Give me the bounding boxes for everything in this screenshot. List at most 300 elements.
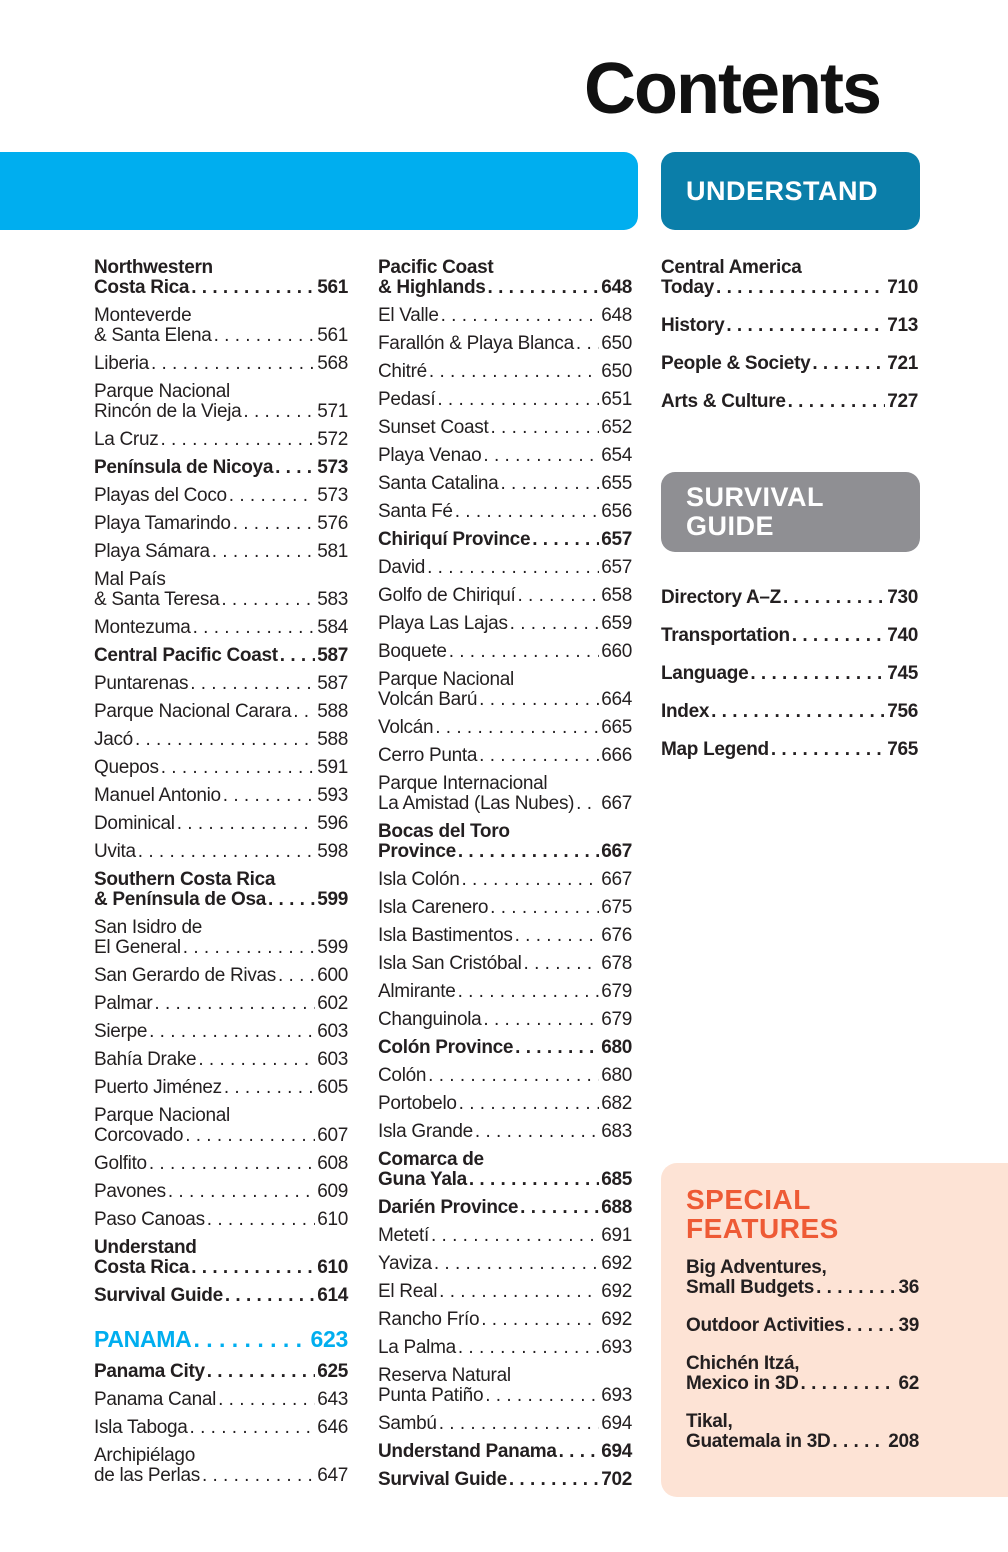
dot-leader [435, 718, 599, 738]
toc-entry-line [378, 1198, 632, 1218]
toc-entry-title: Palmar [94, 993, 153, 1014]
page-number: 599 [317, 889, 348, 910]
dot-leader [429, 362, 599, 382]
toc-entry-line [661, 664, 918, 684]
page-number: 659 [601, 613, 632, 634]
toc-entry[interactable] [94, 570, 348, 610]
toc-entry-line [94, 590, 348, 610]
toc-entry-title: El General [94, 937, 181, 958]
dot-leader [459, 1094, 600, 1114]
dot-leader [183, 938, 315, 958]
toc-entry[interactable] [378, 258, 632, 298]
page-number: 730 [887, 587, 918, 608]
toc-entry[interactable] [94, 918, 348, 958]
page-number: 610 [317, 1257, 348, 1278]
toc-entry[interactable] [661, 354, 918, 374]
toc-entry[interactable] [94, 674, 348, 694]
toc-entry-line [94, 786, 348, 806]
dot-leader [428, 1066, 599, 1086]
toc-entry-line [661, 278, 918, 298]
toc-entry-line [661, 740, 918, 760]
toc-entry-title: Directory A–Z [661, 587, 781, 608]
dot-leader [151, 354, 315, 374]
toc-entry[interactable] [94, 1286, 348, 1306]
toc-entry[interactable] [378, 1338, 632, 1358]
toc-entry-title-line: Understand [94, 1237, 197, 1258]
toc-entry-title: Yaviza [378, 1253, 432, 1274]
toc-entry-title: David [378, 557, 426, 578]
page-number: 680 [601, 1065, 632, 1086]
toc-entry-title-line: Parque Nacional [378, 669, 514, 690]
toc-entry[interactable] [378, 1366, 632, 1406]
toc-entry-title: Central Pacific Coast [94, 645, 278, 666]
toc-entry-title: Survival Guide [378, 1469, 507, 1490]
page-number: 648 [601, 277, 632, 298]
page-number: 607 [317, 1125, 348, 1146]
toc-entry[interactable] [378, 530, 632, 550]
toc-entry[interactable] [378, 1122, 632, 1142]
dot-leader [481, 1310, 599, 1330]
dot-leader [207, 1362, 315, 1382]
toc-entry-title: Golfo de Chiriquí [378, 585, 516, 606]
toc-entry-line [94, 1126, 348, 1146]
toc-entry[interactable] [94, 1106, 348, 1146]
page-number: 745 [887, 663, 918, 684]
page-number: 693 [601, 1337, 632, 1358]
toc-entry[interactable] [378, 898, 632, 918]
dot-leader [275, 458, 315, 478]
toc-entry[interactable] [378, 746, 632, 766]
country-heading-entry[interactable] [94, 1326, 348, 1352]
dot-leader [832, 1432, 886, 1452]
page-number: 591 [317, 757, 348, 778]
page-number: 625 [317, 1361, 348, 1382]
toc-entry-title: Playas del Coco [94, 485, 227, 506]
toc-entry[interactable] [94, 1182, 348, 1202]
toc-entry-line [378, 1226, 632, 1246]
toc-entry[interactable] [94, 1238, 348, 1278]
page-number: 600 [317, 965, 348, 986]
toc-entry-title: El Real [378, 1281, 438, 1302]
toc-entry-title: Changuinola [378, 1009, 482, 1030]
toc-entry-title: & Santa Teresa [94, 589, 220, 610]
toc-entry[interactable] [661, 626, 918, 646]
dot-leader [138, 842, 315, 862]
toc-entry-title: Isla Bastimentos [378, 925, 513, 946]
toc-entry-line [661, 392, 918, 412]
toc-entry[interactable] [661, 740, 918, 760]
toc-entry[interactable] [94, 430, 348, 450]
toc-entry-title-line: Parque Internacional [378, 773, 548, 794]
dot-leader [434, 1254, 599, 1274]
page-number: 676 [601, 925, 632, 946]
dot-leader [202, 1466, 315, 1486]
toc-entry[interactable] [378, 926, 632, 946]
toc-entry-title: Montezuma [94, 617, 191, 638]
page-number: 36 [898, 1277, 919, 1298]
understand-heading-text: UNDERSTAND [686, 175, 878, 206]
toc-entry[interactable] [378, 718, 632, 738]
toc-entry-line [661, 588, 918, 608]
toc-entry-title: Isla San Cristóbal [378, 953, 522, 974]
dot-leader [469, 1170, 599, 1190]
toc-entry[interactable] [378, 1150, 632, 1190]
dot-leader [439, 1282, 599, 1302]
toc-entry-title: Sunset Coast [378, 417, 489, 438]
toc-entry[interactable] [94, 870, 348, 910]
page-number: 573 [317, 485, 348, 506]
toc-entry-line [378, 1010, 632, 1030]
page-number: 680 [601, 1037, 632, 1058]
toc-entry[interactable] [378, 586, 632, 606]
toc-entry[interactable] [94, 486, 348, 506]
toc-entry[interactable] [378, 390, 632, 410]
toc-entry-title: Playa Sámara [94, 541, 210, 562]
toc-entry[interactable] [94, 382, 348, 422]
dot-leader [479, 690, 599, 710]
toc-entry-line [94, 618, 348, 638]
survival-heading-line2: GUIDE [686, 511, 775, 541]
page-number: 679 [601, 981, 632, 1002]
dot-leader [223, 786, 315, 806]
toc-entry[interactable] [94, 994, 348, 1014]
toc-entry[interactable] [94, 758, 348, 778]
dot-leader [160, 430, 315, 450]
toc-entry[interactable] [94, 842, 348, 862]
dot-leader [225, 1286, 315, 1306]
special-features-heading [686, 1185, 839, 1243]
toc-entry[interactable] [94, 646, 348, 666]
page-number: 667 [601, 841, 632, 862]
toc-entry[interactable] [378, 822, 632, 862]
toc-entry-title: Arts & Culture [661, 391, 786, 412]
toc-entry-line [94, 1154, 348, 1174]
dot-leader [847, 1316, 897, 1336]
page-number: 694 [601, 1413, 632, 1434]
toc-entry-title: Santa Fé [378, 501, 453, 522]
toc-entry-line [94, 890, 348, 910]
dot-leader [278, 966, 315, 986]
toc-entry[interactable] [94, 730, 348, 750]
toc-entry-line [378, 474, 632, 494]
toc-entry[interactable] [378, 1226, 632, 1246]
page-number: 584 [317, 617, 348, 638]
toc-entry[interactable] [94, 542, 348, 562]
toc-entry[interactable] [661, 258, 918, 298]
toc-entry-title: Transportation [661, 625, 790, 646]
toc-entry-line [378, 1470, 632, 1490]
toc-entry[interactable] [661, 664, 918, 684]
toc-entry-line [94, 842, 348, 862]
page-number: 657 [601, 529, 632, 550]
page-number: 208 [888, 1431, 919, 1452]
dot-leader [726, 316, 885, 336]
page-number: 568 [317, 353, 348, 374]
toc-entry-line [686, 1278, 919, 1298]
toc-entry[interactable] [661, 392, 918, 412]
toc-entry-line [94, 674, 348, 694]
page-number: 583 [317, 589, 348, 610]
dot-leader [500, 474, 599, 494]
page-number: 664 [601, 689, 632, 710]
toc-entry-title-line: Bocas del Toro [378, 821, 510, 842]
toc-entry[interactable] [94, 1210, 348, 1230]
page-number: 658 [601, 585, 632, 606]
dot-leader [515, 1038, 599, 1058]
toc-entry-line [378, 278, 632, 298]
page-number: 692 [601, 1309, 632, 1330]
toc-entry[interactable] [686, 1258, 919, 1298]
toc-entry[interactable] [94, 1078, 348, 1098]
toc-entry-title: Survival Guide [94, 1285, 223, 1306]
page-number: 602 [317, 993, 348, 1014]
toc-entry[interactable] [686, 1316, 919, 1336]
dot-leader [515, 926, 600, 946]
page-number: 657 [601, 557, 632, 578]
toc-entry[interactable] [94, 458, 348, 478]
toc-entry[interactable] [94, 1050, 348, 1070]
dot-leader [479, 746, 599, 766]
dot-leader [485, 1386, 599, 1406]
toc-entry-title: Colón Province [378, 1037, 514, 1058]
toc-entry[interactable] [378, 614, 632, 634]
page-number: 654 [601, 445, 632, 466]
toc-entry-line [94, 938, 348, 958]
toc-entry[interactable] [661, 316, 918, 336]
toc-entry[interactable] [378, 1010, 632, 1030]
toc-entry-title: La Amistad (Las Nubes) [378, 793, 575, 814]
toc-entry-title: Playa Tamarindo [94, 513, 231, 534]
toc-entry[interactable] [378, 954, 632, 974]
special-features-list [686, 1258, 919, 1470]
dot-leader [207, 1210, 315, 1230]
toc-entry[interactable] [378, 1038, 632, 1058]
page-number: 702 [601, 1469, 632, 1490]
toc-entry[interactable] [378, 1066, 632, 1086]
dot-leader [576, 334, 599, 354]
toc-entry-line [94, 966, 348, 986]
toc-entry-line [378, 1094, 632, 1114]
toc-entry-line [378, 390, 632, 410]
toc-entry-line [686, 1432, 919, 1452]
dot-leader [293, 702, 315, 722]
toc-entry-line [94, 486, 348, 506]
toc-entry-title-line: Comarca de [378, 1149, 484, 1170]
dot-leader [792, 626, 885, 646]
page-number: 682 [601, 1093, 632, 1114]
dot-leader [268, 890, 315, 910]
toc-entry[interactable] [94, 1390, 348, 1410]
page-number: 675 [601, 897, 632, 918]
toc-entry[interactable] [94, 786, 348, 806]
dot-leader [229, 486, 315, 506]
toc-entry[interactable] [94, 814, 348, 834]
page-number: 593 [317, 785, 348, 806]
toc-entry-title: Liberia [94, 353, 149, 374]
toc-entry-title: Parque Nacional Carara [94, 701, 292, 722]
toc-entry-title: El Valle [378, 305, 439, 326]
toc-entry[interactable] [94, 1362, 348, 1382]
dot-leader [280, 646, 315, 666]
toc-entry-title: Santa Catalina [378, 473, 499, 494]
toc-entry[interactable] [378, 334, 632, 354]
toc-entry[interactable] [378, 982, 632, 1002]
dot-leader [490, 418, 599, 438]
toc-entry-title: Isla Carenero [378, 897, 489, 918]
toc-entry-line [94, 1258, 348, 1278]
page-number: 588 [317, 729, 348, 750]
toc-entry[interactable] [378, 1254, 632, 1274]
dot-leader [149, 1022, 315, 1042]
dot-leader [788, 392, 886, 412]
toc-entry[interactable] [378, 870, 632, 890]
page-number: 648 [601, 305, 632, 326]
toc-entry-line [378, 530, 632, 550]
toc-entry-line [94, 430, 348, 450]
toc-entry[interactable] [378, 642, 632, 662]
toc-entry-line [686, 1316, 919, 1336]
toc-entry-title-line: Big Adventures, [686, 1257, 827, 1278]
page-number: 650 [601, 361, 632, 382]
toc-entry[interactable] [94, 1418, 348, 1438]
toc-entry-line [94, 354, 348, 374]
toc-entry-title-line: Northwestern [94, 257, 213, 278]
toc-entry[interactable] [378, 1094, 632, 1114]
toc-entry-title: Today [661, 277, 715, 298]
dot-leader [483, 1010, 599, 1030]
dot-leader [427, 558, 599, 578]
understand-section-heading [661, 152, 920, 230]
dot-leader [191, 1258, 315, 1278]
toc-entry-line [661, 702, 918, 722]
toc-entry-title: Darién Province [378, 1197, 519, 1218]
toc-entry-line [94, 994, 348, 1014]
dot-leader [716, 278, 885, 298]
toc-entry-line [686, 1374, 919, 1394]
toc-entry-title: Paso Canoas [94, 1209, 205, 1230]
toc-entry[interactable] [94, 702, 348, 722]
toc-entry[interactable] [686, 1354, 919, 1394]
toc-entry[interactable] [94, 514, 348, 534]
dot-leader [212, 542, 315, 562]
toc-entry-title: Isla Grande [378, 1121, 473, 1142]
toc-entry-title: Mexico in 3D [686, 1373, 799, 1394]
toc-entry[interactable] [378, 306, 632, 326]
toc-entry[interactable] [94, 1154, 348, 1174]
toc-entry-title: Province [378, 841, 456, 862]
page-number: 688 [601, 1197, 632, 1218]
toc-entry[interactable] [378, 1198, 632, 1218]
toc-entry-line [94, 542, 348, 562]
toc-entry-title-line: Monteverde [94, 305, 192, 326]
toc-entry[interactable] [94, 1022, 348, 1042]
toc-entry-title: Uvita [94, 841, 136, 862]
toc-entry-line [94, 1362, 348, 1382]
toc-entry-title-line: San Isidro de [94, 917, 203, 938]
page-number: 603 [317, 1021, 348, 1042]
toc-entry-title-line: Archipiélago [94, 1445, 195, 1466]
dot-leader [168, 1182, 315, 1202]
toc-entry-title: Costa Rica [94, 277, 190, 298]
toc-entry[interactable] [94, 258, 348, 298]
page-number: 572 [317, 429, 348, 450]
toc-entry-line [378, 718, 632, 738]
dot-leader [517, 586, 599, 606]
toc-entry-line [378, 614, 632, 634]
page-number: 605 [317, 1077, 348, 1098]
toc-entry[interactable] [378, 362, 632, 382]
toc-entry-title: de las Perlas [94, 1465, 200, 1486]
toc-entry[interactable] [94, 966, 348, 986]
toc-entry[interactable] [378, 774, 632, 814]
toc-entry-line [378, 1310, 632, 1330]
toc-entry-line [94, 758, 348, 778]
toc-entry[interactable] [378, 558, 632, 578]
dot-leader [161, 758, 315, 778]
toc-entry[interactable] [94, 1446, 348, 1486]
page-number: 678 [601, 953, 632, 974]
toc-entry-title: Language [661, 663, 749, 684]
page-number: 588 [317, 701, 348, 722]
toc-entry[interactable] [378, 1414, 632, 1434]
toc-entry[interactable] [378, 446, 632, 466]
toc-entry-title: Boquete [378, 641, 447, 662]
page-number: 571 [317, 401, 348, 422]
toc-entry[interactable] [378, 502, 632, 522]
dot-leader [198, 1050, 315, 1070]
toc-entry[interactable] [378, 418, 632, 438]
dot-leader [431, 1226, 599, 1246]
toc-entry-title: Guna Yala [378, 1169, 467, 1190]
toc-entry-line [378, 1038, 632, 1058]
page-number: 710 [887, 277, 918, 298]
toc-entry-line [94, 702, 348, 722]
toc-entry-line [94, 278, 348, 298]
toc-entry[interactable] [378, 1470, 632, 1490]
toc-entry-title-line: Parque Nacional [94, 1105, 230, 1126]
toc-entry-line [378, 1386, 632, 1406]
toc-entry-line [94, 458, 348, 478]
toc-entry[interactable] [94, 354, 348, 374]
dot-leader [177, 814, 315, 834]
toc-entry[interactable] [686, 1412, 919, 1452]
toc-entry-title: Corcovado [94, 1125, 184, 1146]
toc-entry[interactable] [378, 1282, 632, 1302]
page-number: 667 [601, 869, 632, 890]
dot-leader [233, 514, 316, 534]
toc-entry[interactable] [378, 670, 632, 710]
toc-entry[interactable] [661, 702, 918, 722]
toc-entry-line [94, 1286, 348, 1306]
dot-leader [483, 446, 599, 466]
toc-entry-title: Guatemala in 3D [686, 1431, 831, 1452]
page-number: 561 [317, 277, 348, 298]
page-number: 62 [898, 1373, 919, 1394]
toc-entry[interactable] [378, 1442, 632, 1462]
toc-entry-line [378, 746, 632, 766]
dot-leader [532, 530, 599, 550]
dot-leader [771, 740, 885, 760]
toc-entry[interactable] [661, 588, 918, 608]
toc-entry[interactable] [94, 618, 348, 638]
toc-entry[interactable] [378, 474, 632, 494]
toc-entry[interactable] [378, 1310, 632, 1330]
toc-entry-title: Manuel Antonio [94, 785, 221, 806]
toc-entry-title: Almirante [378, 981, 456, 1002]
toc-entry-title: Península de Nicoya [94, 457, 274, 478]
toc-entry-title: Portobelo [378, 1093, 457, 1114]
toc-entry[interactable] [94, 306, 348, 346]
